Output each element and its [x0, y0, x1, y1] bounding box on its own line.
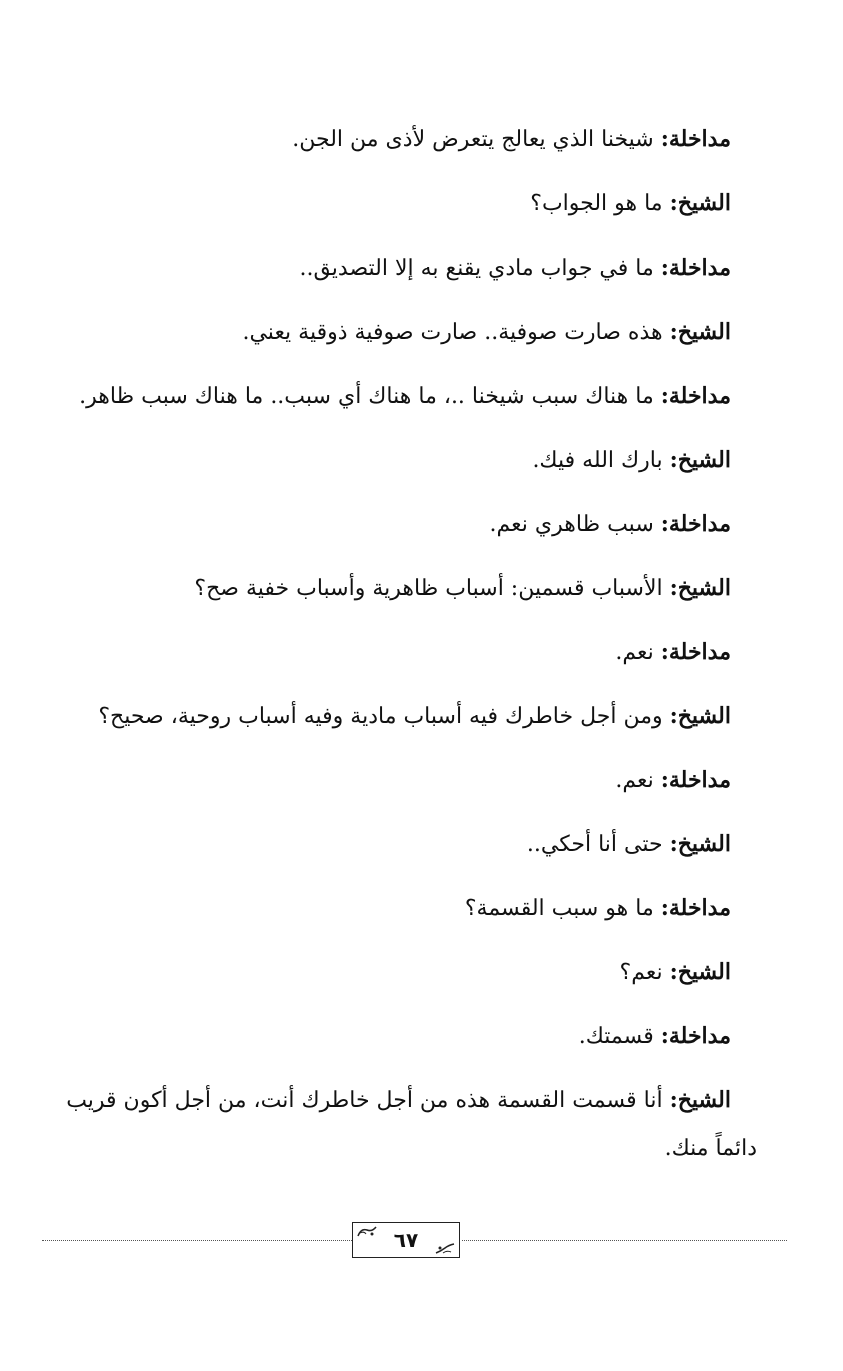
dialogue-line-9: [40, 637, 731, 668]
dialogue-line-7: [40, 509, 731, 540]
dialogue-text: سبب ظاهري نعم.: [489, 512, 661, 537]
speaker-label: مداخلة:: [660, 639, 731, 665]
speaker-label: الشيخ:: [669, 575, 731, 601]
dialogue-line-10: [40, 701, 731, 732]
dialogue-text: شيخنا الذي يعالج يتعرض لأذى من الجن.: [292, 127, 661, 152]
dialogue-text: الأسباب قسمين: أسباب ظاهرية وأسباب خفية صح؟: [194, 576, 670, 601]
speaker-label: الشيخ:: [669, 703, 731, 729]
speaker-label: مداخلة:: [660, 126, 731, 152]
dialogue-text: هذه صارت صوفية.. صارت صوفية ذوقية يعني.: [242, 320, 670, 345]
dialogue-line-2: [40, 188, 731, 219]
dialogue-line-6: [40, 445, 731, 476]
dialogue-line-16-continuation: [40, 1134, 757, 1164]
speaker-label: الشيخ:: [669, 1087, 731, 1113]
dialogue-text: بارك الله فيك.: [532, 448, 670, 473]
dialogue-text: قسمتك.: [578, 1024, 661, 1049]
corner-ornament-icon: [435, 1242, 455, 1254]
dialogue-line-3: [40, 253, 731, 284]
speaker-label: مداخلة:: [660, 383, 731, 409]
dialogue-text: أنا قسمت القسمة هذه من أجل خاطرك أنت، من أجل أكون قريب: [66, 1088, 670, 1113]
page-number: ٦٧: [393, 1228, 419, 1252]
dialogue-line-16: [40, 1085, 731, 1116]
speaker-label: مداخلة:: [660, 767, 731, 793]
speaker-label: مداخلة:: [660, 1023, 731, 1049]
dialogue-text: حتى أنا أحكي..: [526, 832, 670, 857]
dialogue-line-12: [40, 829, 731, 860]
dialogue-line-1: [40, 124, 731, 155]
speaker-label: مداخلة:: [660, 895, 731, 921]
dialogue-text: نعم.: [615, 768, 661, 793]
dialogue-line-8: [40, 573, 731, 604]
speaker-label: الشيخ:: [669, 190, 731, 216]
dialogue-text: ما هو الجواب؟: [530, 191, 670, 216]
speaker-label: مداخلة:: [660, 255, 731, 281]
dialogue-text: نعم؟: [619, 960, 670, 985]
dialogue-text: ما هناك سبب شيخنا ..، ما هناك أي سبب.. ما هناك سبب ظاهر.: [79, 384, 661, 409]
speaker-label: الشيخ:: [669, 447, 731, 473]
dialogue-line-11: [40, 765, 731, 796]
speaker-label: الشيخ:: [669, 319, 731, 345]
dialogue-text: دائماً منك.: [664, 1136, 757, 1161]
footer-rule-left: [42, 1240, 352, 1241]
footer-rule-right: [462, 1240, 787, 1241]
dialogue-text: ما هو سبب القسمة؟: [464, 896, 661, 921]
dialogue-line-13: [40, 893, 731, 924]
dialogue-line-4: [40, 317, 731, 348]
dialogue-text: ما في جواب مادي يقنع به إلا التصديق..: [299, 256, 661, 281]
dialogue-line-15: [40, 1021, 731, 1052]
dialogue-text: نعم.: [615, 640, 661, 665]
speaker-label: مداخلة:: [660, 511, 731, 537]
dialogue-line-14: [40, 957, 731, 988]
dialogue-text: ومن أجل خاطرك فيه أسباب مادية وفيه أسباب روحية، صحيح؟: [98, 704, 670, 729]
dialogue-line-5: [40, 381, 731, 412]
page-number-frame: [352, 1222, 460, 1258]
speaker-label: الشيخ:: [669, 831, 731, 857]
speaker-label: الشيخ:: [669, 959, 731, 985]
